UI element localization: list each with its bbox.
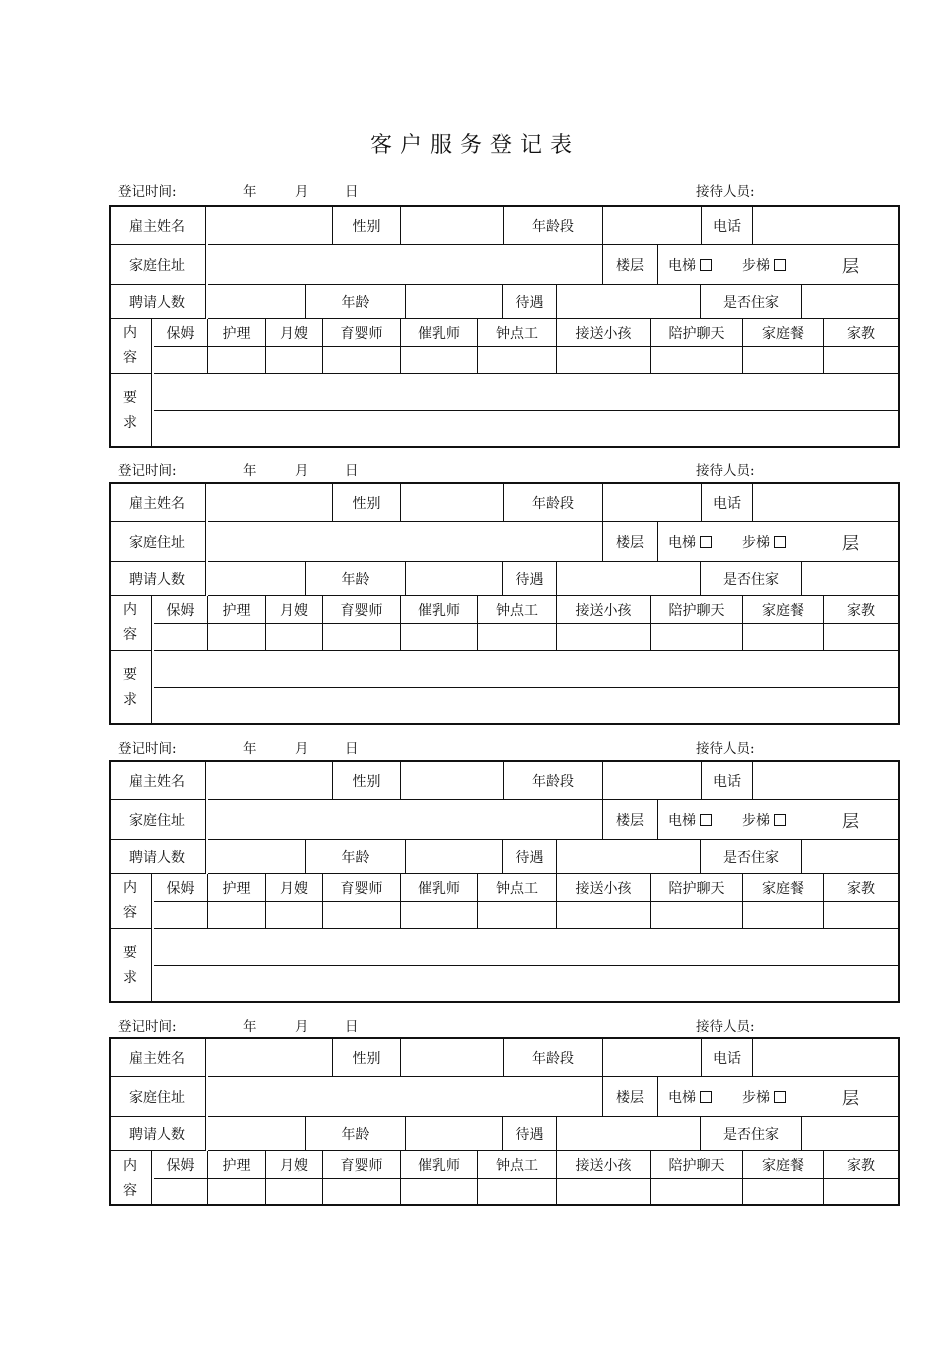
- service-label-3: 育婴师: [323, 596, 401, 624]
- requirement-label: [109, 374, 152, 448]
- year-label: 年: [243, 741, 257, 757]
- stairs-checkbox[interactable]: [774, 259, 786, 271]
- content-label-line-1: 内: [123, 880, 137, 896]
- service-label-5: 钟点工: [478, 874, 557, 902]
- employer-name-field[interactable]: [208, 1039, 333, 1077]
- service-field-4[interactable]: [401, 1179, 478, 1206]
- service-field-5[interactable]: [478, 1179, 557, 1206]
- elevator-option[interactable]: [668, 1087, 712, 1107]
- phone-label: 电话: [702, 1039, 753, 1077]
- employer-name-label: 雇主姓名: [109, 762, 206, 800]
- gender-label: 性别: [333, 484, 401, 522]
- service-field-2[interactable]: [266, 347, 323, 374]
- service-field-0[interactable]: [154, 902, 208, 929]
- service-field-9[interactable]: [824, 624, 898, 651]
- reception-label: 接待人员:: [696, 463, 755, 479]
- service-field-6[interactable]: [557, 624, 651, 651]
- home-address-label: 家庭住址: [109, 800, 206, 840]
- floor-label: 楼层: [603, 245, 658, 285]
- salary-field[interactable]: [557, 1117, 701, 1151]
- service-label-8: 家庭餐: [743, 596, 824, 624]
- service-registration-form: [109, 760, 900, 1003]
- service-field-7[interactable]: [651, 624, 743, 651]
- age-label: 年龄: [306, 1117, 406, 1151]
- service-field-5[interactable]: [478, 902, 557, 929]
- service-field-8[interactable]: [743, 347, 824, 374]
- content-label: [109, 1151, 152, 1206]
- service-field-9[interactable]: [824, 347, 898, 374]
- service-field-0[interactable]: [154, 1179, 208, 1206]
- live-in-field[interactable]: [802, 840, 898, 874]
- requirement-label-line-1: 要: [123, 667, 137, 683]
- phone-label: 电话: [702, 207, 753, 245]
- requirement-field-2[interactable]: [154, 966, 898, 1003]
- salary-label: 待遇: [503, 562, 557, 596]
- service-field-0[interactable]: [154, 347, 208, 374]
- service-label-7: 陪护聊天: [651, 1151, 743, 1179]
- service-label-5: 钟点工: [478, 596, 557, 624]
- register-time-label: 登记时间:: [118, 1019, 177, 1035]
- service-label-7: 陪护聊天: [651, 874, 743, 902]
- service-label-4: 催乳师: [401, 874, 478, 902]
- service-registration-form: [109, 205, 900, 448]
- stairs-option[interactable]: [742, 810, 786, 830]
- stairs-label: 步梯: [742, 1089, 770, 1106]
- hire-count-label: 聘请人数: [109, 285, 206, 319]
- salary-field[interactable]: [557, 840, 701, 874]
- age-group-label: 年龄段: [504, 1039, 603, 1077]
- service-label-3: 育婴师: [323, 319, 401, 347]
- employer-name-field[interactable]: [208, 484, 333, 522]
- reception-label: 接待人员:: [696, 184, 755, 200]
- elevator-label: 电梯: [668, 812, 696, 829]
- floor-unit-label: 层: [842, 534, 859, 554]
- service-label-8: 家庭餐: [743, 1151, 824, 1179]
- age-field[interactable]: [406, 562, 503, 596]
- service-label-4: 催乳师: [401, 596, 478, 624]
- month-label: 月: [295, 463, 309, 479]
- requirement-label-line-2: 求: [123, 692, 137, 708]
- home-address-label: 家庭住址: [109, 522, 206, 562]
- day-label: 日: [345, 741, 359, 757]
- service-label-4: 催乳师: [401, 1151, 478, 1179]
- age-group-field[interactable]: [603, 762, 702, 800]
- live-in-label: 是否住家: [701, 285, 802, 319]
- service-field-6[interactable]: [557, 902, 651, 929]
- service-label-3: 育婴师: [323, 874, 401, 902]
- requirement-field-2[interactable]: [154, 411, 898, 448]
- gender-label: 性别: [333, 762, 401, 800]
- service-field-5[interactable]: [478, 624, 557, 651]
- service-label-2: 月嫂: [266, 319, 323, 347]
- content-label-line-1: 内: [123, 325, 137, 341]
- service-field-6[interactable]: [557, 1179, 651, 1206]
- gender-label: 性别: [333, 207, 401, 245]
- service-field-1[interactable]: [208, 624, 266, 651]
- service-field-6[interactable]: [557, 347, 651, 374]
- register-meta-row: [0, 459, 950, 481]
- service-label-6: 接送小孩: [557, 596, 651, 624]
- age-label: 年龄: [306, 840, 406, 874]
- requirement-label: [109, 651, 152, 725]
- service-label-8: 家庭餐: [743, 874, 824, 902]
- gender-label: 性别: [333, 1039, 401, 1077]
- service-label-9: 家教: [824, 319, 898, 347]
- age-label: 年龄: [306, 285, 406, 319]
- service-label-7: 陪护聊天: [651, 319, 743, 347]
- content-label-line-2: 容: [123, 1182, 137, 1199]
- register-meta-row: [0, 737, 950, 759]
- hire-count-field[interactable]: [208, 1117, 306, 1151]
- service-field-1[interactable]: [208, 347, 266, 374]
- service-field-8[interactable]: [743, 1179, 824, 1206]
- service-label-2: 月嫂: [266, 596, 323, 624]
- home-address-field[interactable]: [208, 800, 603, 840]
- elevator-option[interactable]: [668, 532, 712, 552]
- service-field-7[interactable]: [651, 1179, 743, 1206]
- service-label-1: 护理: [208, 874, 266, 902]
- gender-field[interactable]: [401, 762, 504, 800]
- service-label-6: 接送小孩: [557, 1151, 651, 1179]
- age-group-label: 年龄段: [504, 762, 603, 800]
- floor-label: 楼层: [603, 1077, 658, 1117]
- service-label-9: 家教: [824, 596, 898, 624]
- floor-unit-label: 层: [842, 1089, 859, 1109]
- register-meta-row: [0, 180, 950, 202]
- content-label-line-2: 容: [123, 627, 137, 643]
- floor-options: [658, 522, 898, 562]
- service-field-3[interactable]: [323, 1179, 401, 1206]
- salary-label: 待遇: [503, 1117, 557, 1151]
- floor-options: [658, 245, 898, 285]
- salary-field[interactable]: [557, 285, 701, 319]
- elevator-checkbox[interactable]: [700, 259, 712, 271]
- service-label-2: 月嫂: [266, 1151, 323, 1179]
- content-label-line-1: 内: [123, 1157, 137, 1174]
- service-field-3[interactable]: [323, 347, 401, 374]
- floor-label: 楼层: [603, 522, 658, 562]
- service-field-3[interactable]: [323, 902, 401, 929]
- requirement-field-2[interactable]: [154, 688, 898, 725]
- service-field-0[interactable]: [154, 624, 208, 651]
- service-field-1[interactable]: [208, 902, 266, 929]
- year-label: 年: [243, 184, 257, 200]
- phone-field[interactable]: [753, 207, 898, 245]
- service-label-4: 催乳师: [401, 319, 478, 347]
- age-group-field[interactable]: [603, 484, 702, 522]
- floor-unit-label: 层: [842, 257, 859, 277]
- service-label-0: 保姆: [154, 874, 208, 902]
- salary-field[interactable]: [557, 562, 701, 596]
- age-field[interactable]: [406, 285, 503, 319]
- salary-label: 待遇: [503, 840, 557, 874]
- employer-name-label: 雇主姓名: [109, 1039, 206, 1077]
- month-label: 月: [295, 741, 309, 757]
- service-field-2[interactable]: [266, 1179, 323, 1206]
- elevator-label: 电梯: [668, 257, 696, 274]
- elevator-option[interactable]: [668, 255, 712, 275]
- stairs-checkbox[interactable]: [774, 536, 786, 548]
- day-label: 日: [345, 184, 359, 200]
- requirement-field-1[interactable]: [154, 374, 898, 411]
- day-label: 日: [345, 463, 359, 479]
- register-meta-row: [0, 1015, 950, 1037]
- requirement-label: [109, 929, 152, 1003]
- month-label: 月: [295, 184, 309, 200]
- requirement-label-line-2: 求: [123, 970, 137, 986]
- age-label: 年龄: [306, 562, 406, 596]
- age-field[interactable]: [406, 840, 503, 874]
- elevator-checkbox[interactable]: [700, 536, 712, 548]
- service-label-0: 保姆: [154, 596, 208, 624]
- service-field-8[interactable]: [743, 902, 824, 929]
- stairs-option[interactable]: [742, 532, 786, 552]
- day-label: 日: [345, 1019, 359, 1035]
- service-label-9: 家教: [824, 1151, 898, 1179]
- service-label-2: 月嫂: [266, 874, 323, 902]
- service-field-7[interactable]: [651, 347, 743, 374]
- service-field-4[interactable]: [401, 347, 478, 374]
- service-label-5: 钟点工: [478, 1151, 557, 1179]
- content-label-line-2: 容: [123, 350, 137, 366]
- elevator-checkbox[interactable]: [700, 814, 712, 826]
- stairs-option[interactable]: [742, 255, 786, 275]
- elevator-option[interactable]: [668, 810, 712, 830]
- content-label: [109, 319, 152, 374]
- hire-count-field[interactable]: [208, 562, 306, 596]
- content-label-line-2: 容: [123, 905, 137, 921]
- requirement-label-line-2: 求: [123, 415, 137, 431]
- floor-unit-label: 层: [842, 812, 859, 832]
- elevator-label: 电梯: [668, 534, 696, 551]
- register-time-label: 登记时间:: [118, 741, 177, 757]
- employer-name-label: 雇主姓名: [109, 484, 206, 522]
- elevator-checkbox[interactable]: [700, 1091, 712, 1103]
- floor-options: [658, 800, 898, 840]
- employer-name-field[interactable]: [208, 762, 333, 800]
- content-label: [109, 596, 152, 651]
- service-field-4[interactable]: [401, 624, 478, 651]
- home-address-label: 家庭住址: [109, 1077, 206, 1117]
- live-in-label: 是否住家: [701, 1117, 802, 1151]
- service-field-8[interactable]: [743, 624, 824, 651]
- service-label-7: 陪护聊天: [651, 596, 743, 624]
- service-registration-form: [109, 482, 900, 725]
- service-field-2[interactable]: [266, 624, 323, 651]
- requirement-field-1[interactable]: [154, 929, 898, 966]
- reception-label: 接待人员:: [696, 1019, 755, 1035]
- gender-field[interactable]: [401, 484, 504, 522]
- hire-count-field[interactable]: [208, 840, 306, 874]
- floor-label: 楼层: [603, 800, 658, 840]
- month-label: 月: [295, 1019, 309, 1035]
- age-group-field[interactable]: [603, 1039, 702, 1077]
- employer-name-field[interactable]: [208, 207, 333, 245]
- hire-count-label: 聘请人数: [109, 1117, 206, 1151]
- service-label-6: 接送小孩: [557, 319, 651, 347]
- home-address-field[interactable]: [208, 522, 603, 562]
- service-field-2[interactable]: [266, 902, 323, 929]
- floor-options: [658, 1077, 898, 1117]
- home-address-label: 家庭住址: [109, 245, 206, 285]
- phone-field[interactable]: [753, 484, 898, 522]
- service-field-9[interactable]: [824, 902, 898, 929]
- hire-count-label: 聘请人数: [109, 562, 206, 596]
- phone-field[interactable]: [753, 762, 898, 800]
- stairs-option[interactable]: [742, 1087, 786, 1107]
- age-group-field[interactable]: [603, 207, 702, 245]
- gender-field[interactable]: [401, 1039, 504, 1077]
- gender-field[interactable]: [401, 207, 504, 245]
- home-address-field[interactable]: [208, 245, 603, 285]
- form-title: 客户服务登记表: [369, 133, 580, 158]
- service-field-7[interactable]: [651, 902, 743, 929]
- service-field-4[interactable]: [401, 902, 478, 929]
- service-label-9: 家教: [824, 874, 898, 902]
- stairs-label: 步梯: [742, 534, 770, 551]
- age-group-label: 年龄段: [504, 207, 603, 245]
- reception-label: 接待人员:: [696, 741, 755, 757]
- hire-count-label: 聘请人数: [109, 840, 206, 874]
- service-label-5: 钟点工: [478, 319, 557, 347]
- live-in-field[interactable]: [802, 285, 898, 319]
- stairs-label: 步梯: [742, 257, 770, 274]
- live-in-label: 是否住家: [701, 562, 802, 596]
- service-label-1: 护理: [208, 1151, 266, 1179]
- salary-label: 待遇: [503, 285, 557, 319]
- phone-field[interactable]: [753, 1039, 898, 1077]
- service-field-1[interactable]: [208, 1179, 266, 1206]
- register-time-label: 登记时间:: [118, 184, 177, 200]
- service-field-9[interactable]: [824, 1179, 898, 1206]
- year-label: 年: [243, 1019, 257, 1035]
- year-label: 年: [243, 463, 257, 479]
- requirement-label-line-1: 要: [123, 945, 137, 961]
- requirement-label-line-1: 要: [123, 390, 137, 406]
- phone-label: 电话: [702, 484, 753, 522]
- service-label-1: 护理: [208, 319, 266, 347]
- service-label-1: 护理: [208, 596, 266, 624]
- service-label-8: 家庭餐: [743, 319, 824, 347]
- service-label-3: 育婴师: [323, 1151, 401, 1179]
- service-label-6: 接送小孩: [557, 874, 651, 902]
- hire-count-field[interactable]: [208, 285, 306, 319]
- live-in-field[interactable]: [802, 1117, 898, 1151]
- requirement-field-1[interactable]: [154, 651, 898, 688]
- service-field-5[interactable]: [478, 347, 557, 374]
- service-label-0: 保姆: [154, 319, 208, 347]
- content-label-line-1: 内: [123, 602, 137, 618]
- content-label: [109, 874, 152, 929]
- stairs-label: 步梯: [742, 812, 770, 829]
- phone-label: 电话: [702, 762, 753, 800]
- live-in-label: 是否住家: [701, 840, 802, 874]
- register-time-label: 登记时间:: [118, 463, 177, 479]
- employer-name-label: 雇主姓名: [109, 207, 206, 245]
- home-address-field[interactable]: [208, 1077, 603, 1117]
- stairs-checkbox[interactable]: [774, 1091, 786, 1103]
- service-label-0: 保姆: [154, 1151, 208, 1179]
- service-field-3[interactable]: [323, 624, 401, 651]
- age-group-label: 年龄段: [504, 484, 603, 522]
- live-in-field[interactable]: [802, 562, 898, 596]
- stairs-checkbox[interactable]: [774, 814, 786, 826]
- age-field[interactable]: [406, 1117, 503, 1151]
- service-registration-form: [109, 1037, 900, 1206]
- elevator-label: 电梯: [668, 1089, 696, 1106]
